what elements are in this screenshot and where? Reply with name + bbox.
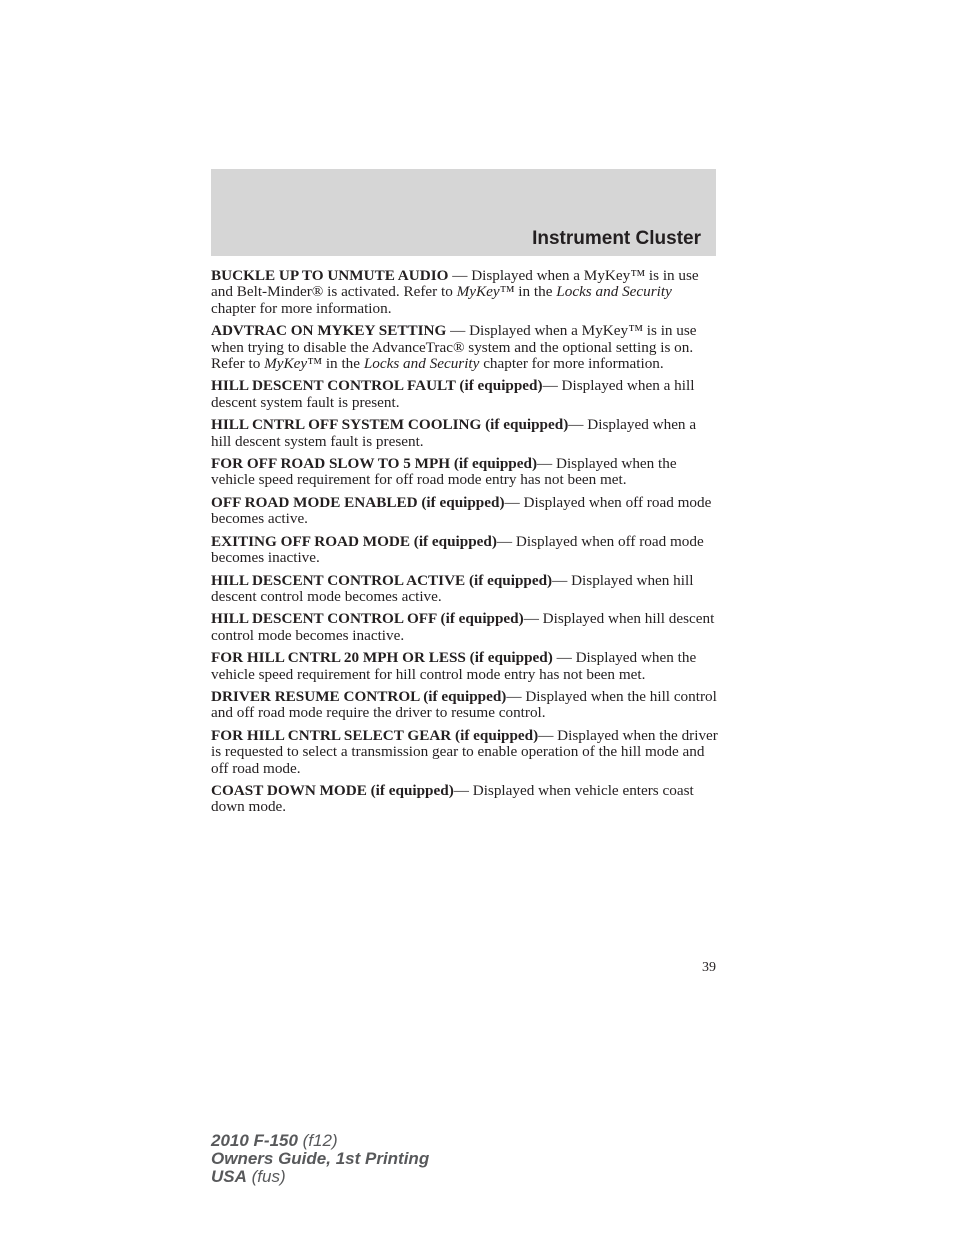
message-description: — Displayed when hill descent control mode becomes active. (211, 571, 694, 605)
footer-line-market (211, 1168, 429, 1186)
message-term: EXITING OFF ROAD MODE (if equipped) (211, 532, 497, 550)
message-entry (211, 378, 719, 411)
message-entry (211, 689, 719, 722)
message-term: BUCKLE UP TO UNMUTE AUDIO (211, 267, 449, 284)
message-term: FOR HILL CNTRL SELECT GEAR (if equipped) (211, 726, 539, 744)
message-entry (211, 650, 719, 683)
reference-link-text: MyKey (456, 283, 500, 301)
footer-model-code: (f12) (297, 1131, 338, 1150)
message-term: FOR OFF ROAD SLOW TO 5 MPH (if equipped) (211, 455, 537, 473)
message-entry (211, 783, 719, 816)
message-description: — Displayed when the driver is requested to select a transmission gear to enable operation of the hill mode and off road mode. (211, 726, 718, 777)
message-description: ™ in the (499, 283, 557, 301)
chapter-reference: Locks and Security (363, 355, 480, 373)
chapter-reference: Locks and Security (556, 283, 672, 301)
message-description: — Displayed when a MyKey™ is in use when trying to disable the AdvanceTrac® system and the optional setting is on. Refer to (211, 322, 697, 373)
reference-link-text: MyKey (264, 355, 308, 373)
footer-market-code: (fus) (246, 1167, 286, 1186)
message-description: — Displayed when a hill descent system fault is present. (211, 416, 697, 450)
message-entry (211, 728, 719, 777)
message-term: DRIVER RESUME CONTROL (if equipped) (211, 687, 507, 705)
footer-model: 2010 F-150 (211, 1131, 298, 1150)
message-description: chapter for more information. (479, 355, 664, 373)
message-entry (211, 268, 719, 317)
message-entry (211, 456, 719, 489)
message-description: — Displayed when the vehicle speed requirement for hill control mode entry has not been met. (211, 649, 697, 683)
message-term: HILL DESCENT CONTROL FAULT (if equipped) (211, 377, 543, 395)
footer-market: USA (211, 1167, 247, 1186)
page-number: 39 (702, 960, 716, 975)
message-entry (211, 573, 719, 606)
message-entry (211, 417, 719, 450)
message-term: HILL DESCENT CONTROL OFF (if equipped) (211, 610, 524, 628)
document-footer (211, 1132, 429, 1186)
footer-line-model (211, 1132, 429, 1150)
message-entry (211, 534, 719, 567)
message-entry (211, 495, 719, 528)
section-header-band (211, 169, 716, 256)
message-term: OFF ROAD MODE ENABLED (if equipped) (211, 493, 505, 511)
message-term: ADVTRAC ON MYKEY SETTING (211, 322, 447, 340)
message-description: — Displayed when a MyKey™ is in use and Belt-Minder® is activated. Refer to (211, 267, 699, 301)
footer-line-edition (211, 1150, 429, 1168)
message-term: FOR HILL CNTRL 20 MPH OR LESS (if equipped) (211, 649, 553, 667)
message-term: HILL CNTRL OFF SYSTEM COOLING (if equipped) (211, 416, 569, 434)
message-entry (211, 323, 719, 372)
message-description: — Displayed when vehicle enters coast down mode. (211, 781, 694, 816)
message-term: HILL DESCENT CONTROL ACTIVE (if equipped) (211, 571, 553, 589)
footer-edition: Owners Guide, 1st Printing (211, 1149, 430, 1168)
message-term: COAST DOWN MODE (if equipped) (211, 781, 454, 799)
section-title: Instrument Cluster (532, 228, 701, 249)
message-description: — Displayed when off road mode becomes active. (211, 493, 712, 528)
message-description: — Displayed when off road mode becomes inactive. (211, 532, 704, 567)
message-description: — Displayed when a hill descent system fault is present. (211, 377, 695, 411)
message-description: — Displayed when the vehicle speed requirement for off road mode entry has not been met. (211, 455, 677, 489)
message-list (211, 268, 719, 822)
message-description: — Displayed when hill descent control mode becomes inactive. (211, 610, 715, 644)
message-description: ™ in the (307, 355, 364, 373)
message-description: chapter for more information. (211, 299, 392, 317)
message-description: — Displayed when the hill control and off road mode require the driver to resume control. (211, 687, 717, 722)
message-entry (211, 611, 719, 644)
